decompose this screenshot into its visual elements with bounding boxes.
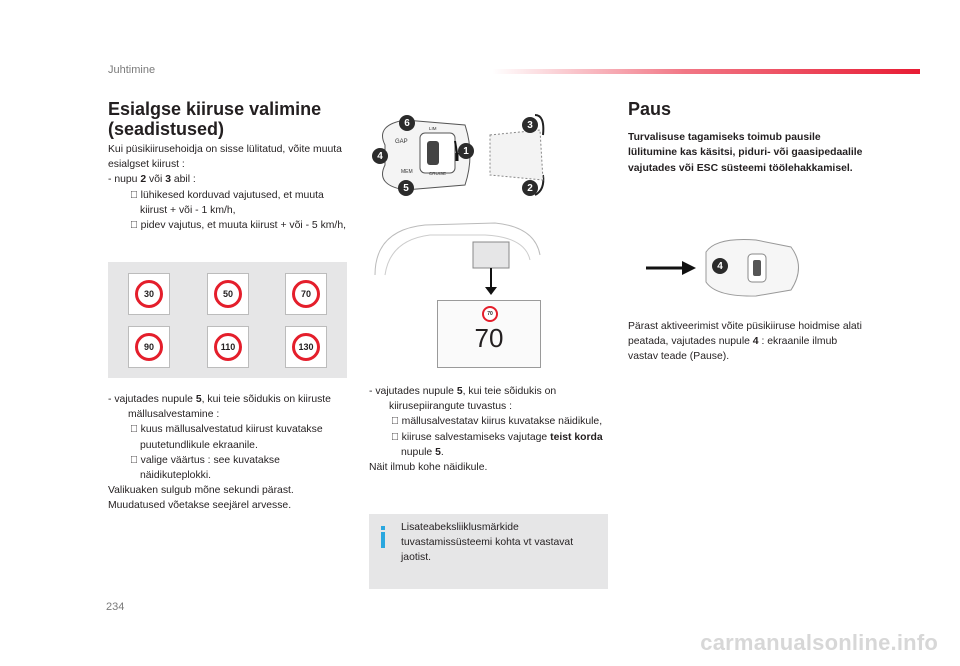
step1-suffix: abil : [170, 174, 196, 186]
left-intro: Kui püsikiirusehoidja on sisse lülitatud, võite muuta esialgset kiirust : [108, 144, 342, 171]
speed-signs-panel [108, 262, 347, 378]
step1-or: või [146, 174, 166, 186]
step2-sub1: kuus mällusalvestatud kiirust kuvatakse puutetundlikule ekraanile. [130, 424, 312, 451]
speed-sign-circle: 50 [214, 280, 242, 308]
readout-speed-sign: 70 [482, 306, 498, 322]
stalk-mem-label: MEM [401, 169, 413, 175]
speed-sign-circle: 70 [292, 280, 320, 308]
speed-sign-circle: 110 [214, 333, 242, 361]
stalk-cruise-label: CRUISE [429, 171, 447, 176]
section-label: Juhtimine [108, 64, 156, 76]
pause-text [628, 319, 868, 365]
step2-prefix: - vajutades nupule [108, 394, 196, 405]
middle-step-suffix: , kui teie sõidukis on kiirusepiirangute tuvastus : [389, 386, 557, 413]
label-4-icon: 4 [372, 148, 388, 164]
label-6-icon: 6 [399, 115, 415, 131]
step2-suffix: , kui teie sõidukis on kiiruste mällusalvestamine : [128, 394, 331, 421]
header-accent-bar [492, 69, 920, 74]
label-5-icon: 5 [398, 180, 414, 196]
pause-text-post: : ekraanile ilmub vastav teade (Pause). [628, 336, 838, 363]
speed-sign-circle: 130 [292, 333, 320, 361]
step2-sub2: valige väärtus : see kuvatakse näidikuteplokki. [130, 454, 344, 466]
pause-warning: Turvalisuse tagamiseks toimub pausile lülitumine kas käsitsi, piduri- või gaasipedaalile vajutades või ESC süsteemi töölehakkamisel. [628, 132, 863, 174]
left-step1 [108, 172, 348, 187]
dashboard-diagram [365, 215, 545, 295]
speed-sign-50[interactable] [207, 273, 249, 315]
step1-button-3: 3 [165, 174, 171, 186]
step2-button: 5 [195, 394, 202, 405]
middle-sub2-bold: teist korda [539, 431, 592, 443]
pause-text-button: 4 [752, 336, 759, 348]
speed-sign-70[interactable] [285, 273, 327, 315]
pause-text-pre: Pärast aktiveerimist võite püsikiiruse hoidmise alati peatada, vajutades nupule [628, 321, 862, 348]
info-icon [379, 526, 387, 548]
label-2-icon: 2 [522, 180, 538, 196]
speed-sign-30[interactable] [128, 273, 170, 315]
middle-step-button: 5 [456, 386, 463, 397]
middle-step [369, 384, 604, 414]
pause-label-4-icon: 4 [712, 258, 728, 274]
speed-sign-circle: 90 [135, 333, 163, 361]
left-step2-block [108, 392, 348, 514]
stalk-gap-label: GAP [395, 139, 408, 145]
middle-sub2-button: 5 [435, 446, 441, 458]
middle-closing: Näit ilmub kohe näidikule. [369, 462, 488, 474]
middle-text-block [369, 384, 604, 475]
readout-speed-value: 70 [474, 323, 504, 353]
middle-step-prefix: - vajutades nupule [369, 386, 457, 397]
label-1-icon: 1 [458, 143, 474, 159]
middle-sub1: mällusalvestatav kiirus kuvatakse näidikule, [391, 416, 592, 428]
speed-sign-110[interactable] [207, 326, 249, 368]
step1-button-2: 2 [140, 174, 147, 186]
middle-sub2 [369, 430, 604, 460]
middle-sub2-end: . [440, 446, 444, 458]
right-title: Paus [628, 99, 672, 119]
speed-sign-130[interactable] [285, 326, 327, 368]
watermark: carmanualsonline.info [700, 630, 938, 655]
step1-sub2: pidev vajutus, et muuta kiirust + või - 5 km/h, [130, 220, 336, 232]
speed-sign-circle: 30 [135, 280, 163, 308]
left-intro-block [108, 142, 348, 233]
left-step2 [108, 392, 348, 422]
speed-readout [437, 300, 541, 368]
left-closing: Valikuaken sulgub mõne sekundi pärast. Muudatused võetakse seejärel arvesse. [108, 470, 294, 497]
middle-sub2-pre: kiiruse salvestamiseks vajutage [391, 431, 540, 443]
middle-sub2-mid: nupule [401, 446, 436, 458]
step1-prefix: - nupu [108, 174, 141, 186]
stalk-lim-label: LIM [429, 126, 437, 131]
label-3-icon: 3 [522, 117, 538, 133]
info-text: Lisateabeksliiklusmärkide tuvastamissüsteemi kohta vt vastavat jaotist. [401, 522, 574, 564]
step1-sub1: lühikesed korduvad vajutused, et muuta kiirust + või - 1 km/h, [130, 189, 344, 216]
speed-sign-90[interactable] [128, 326, 170, 368]
left-title: Esialgse kiiruse valimine (seadistused) [108, 99, 322, 139]
page-number: 234 [106, 601, 125, 613]
